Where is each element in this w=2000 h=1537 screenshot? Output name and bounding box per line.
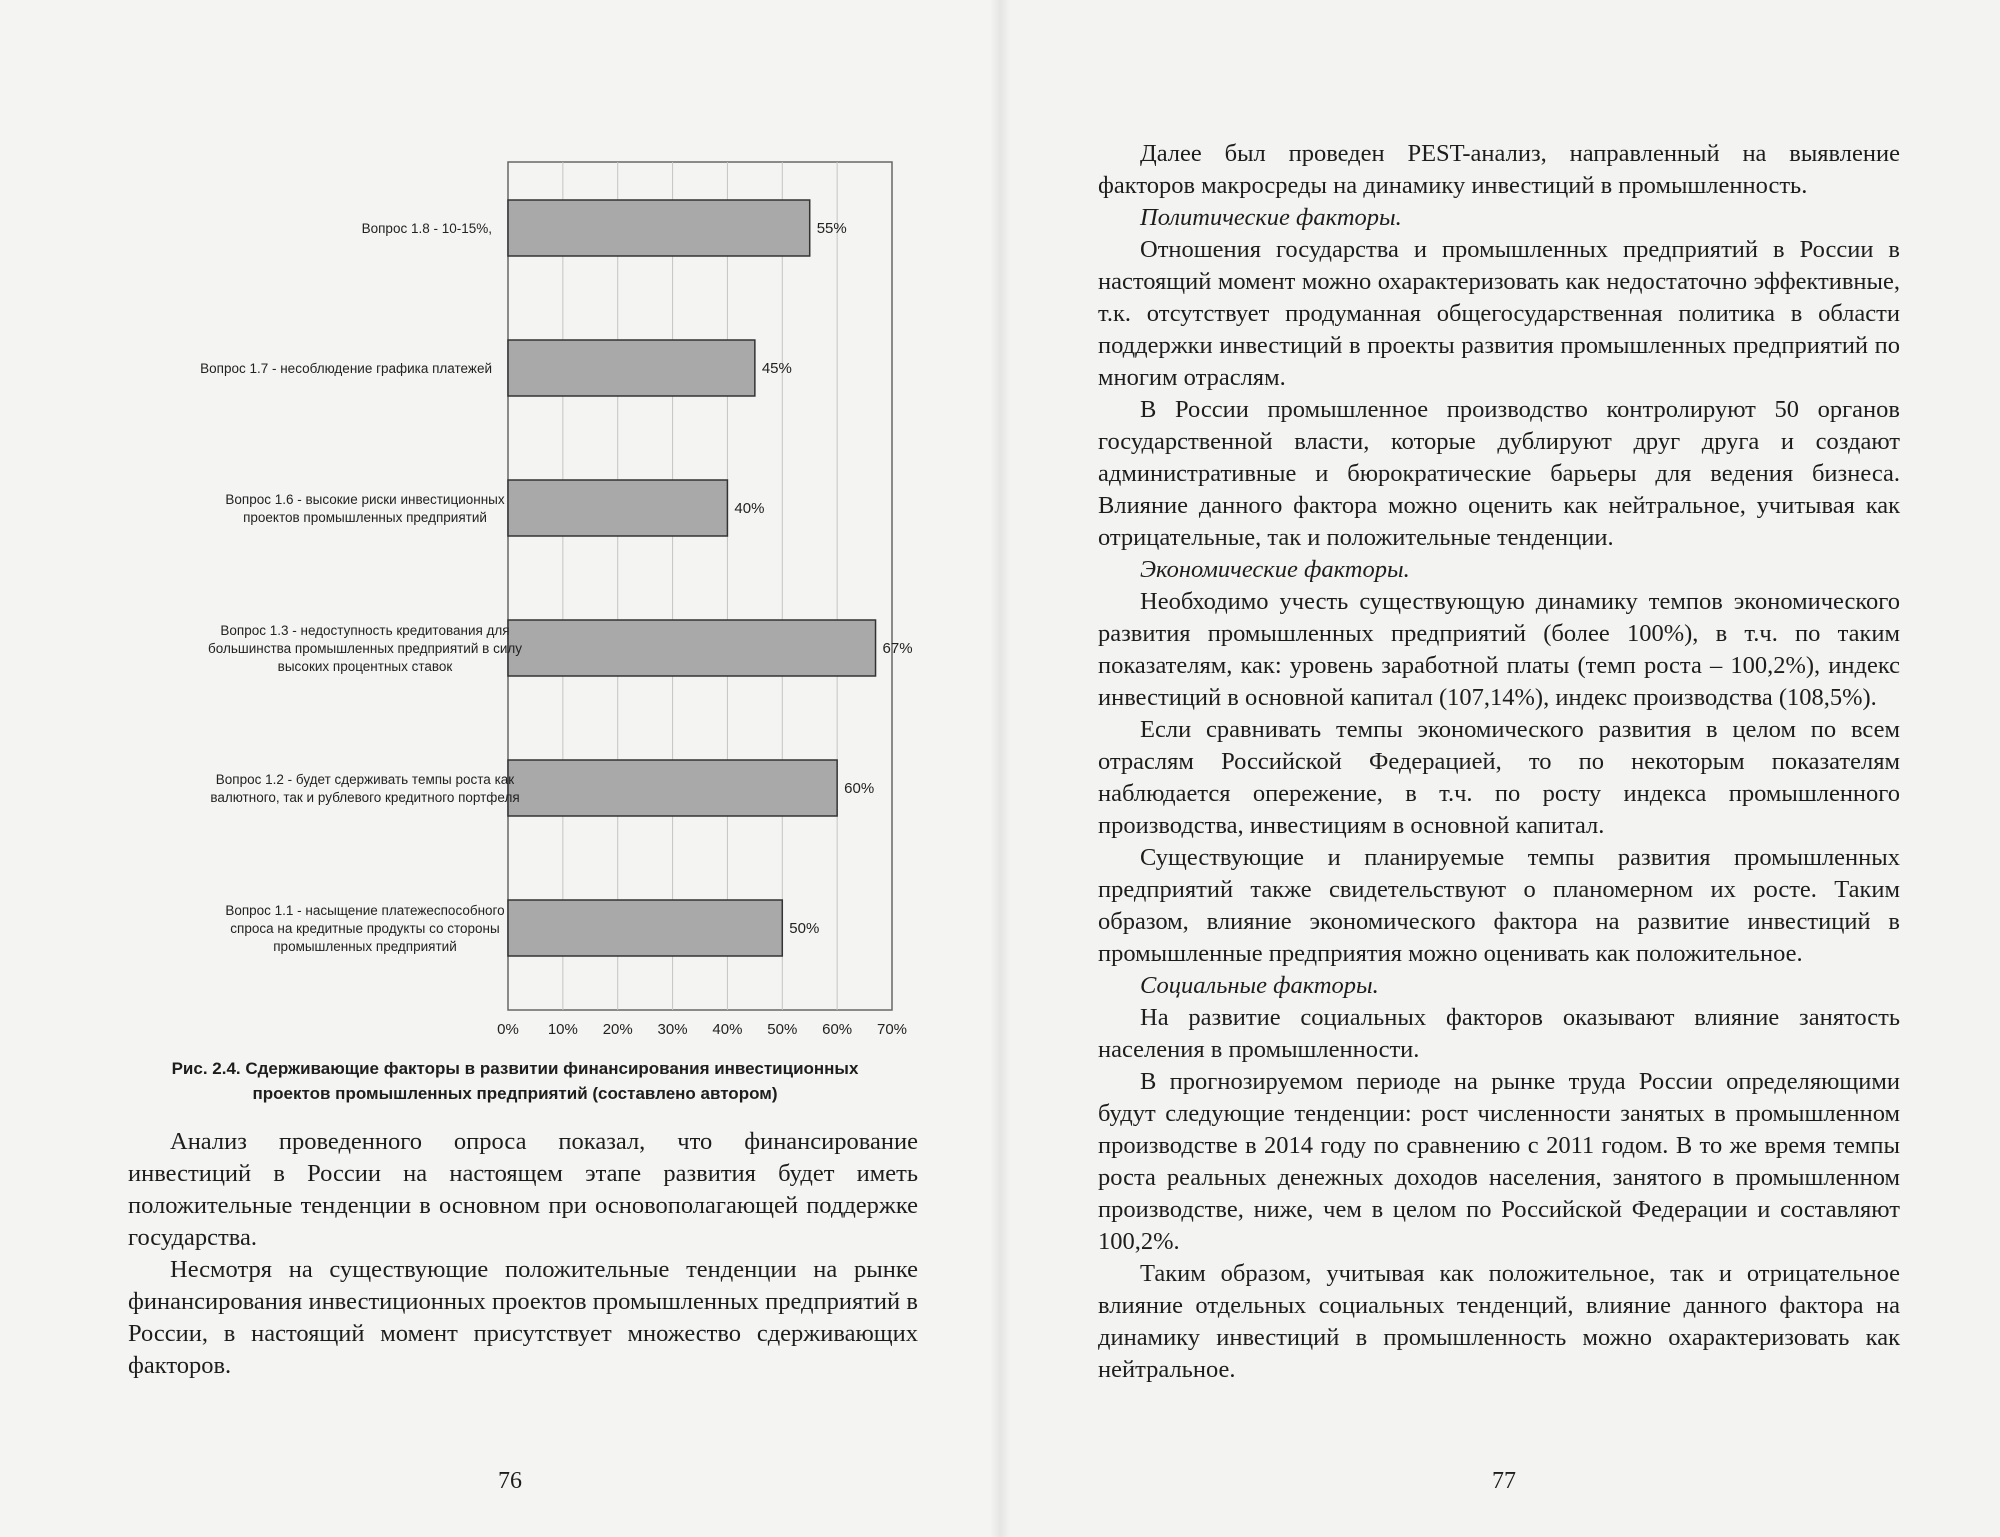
bar [508,900,782,956]
x-tick-label: 0% [497,1021,519,1038]
category-labels [200,221,522,954]
x-tick-label: 10% [547,1021,578,1038]
category-label-line: промышленных предприятий [273,939,457,954]
category-label-line: Вопрос 1.3 - недоступность кредитования для [220,623,510,638]
bar-value-label: 45% [761,360,792,377]
paragraph: Таким образом, учитывая как положительное, так и отрицательное влияние отдельных социальных тенденций, влияние данного фактора на динамику инвестиций в промышленность можно охарактеризовать как нейтральное. [1098,1260,1900,1383]
paragraph: Далее был проведен PEST-анализ, направленный на выявление факторов макросреды на динамику инвестиций в промышленность. [1098,140,1900,199]
paragraph: Необходимо учесть существующую динамику темпов экономического развития промышленных предприятий (более 100%), в т.ч. по таким показателям, как: уровень заработной платы (темп роста – 100,2%), индекс инвестиций в основной капитал (107,14%), индекс производства (108,5%). [1098,588,1900,711]
category-label-line: большинства промышленных предприятий в силу [208,641,522,656]
section-heading-economic: Экономические факторы. [1140,556,1410,583]
category-label-line: Вопрос 1.8 - 10-15%, [361,221,492,236]
bar [508,340,755,396]
bar-chart [0,0,1000,1060]
category-label-line: Вопрос 1.1 - насыщение платежеспособного [225,903,505,918]
bar [508,200,810,256]
figure-caption-line2: проектов промышленных предприятий (составлено автором) [252,1084,778,1103]
bar-value-label: 60% [844,780,875,797]
right-page [1000,0,2000,1537]
category-label-line: спроса на кредитные продукты со стороны [230,921,500,936]
page-number-left: 76 [498,1468,522,1494]
right-body-text [1098,138,1900,1386]
bar [508,760,837,816]
page-number-right: 77 [1492,1468,1516,1494]
bar-value-label: 50% [789,920,820,937]
x-tick-label: 40% [712,1021,743,1038]
category-label-line: высоких процентных ставок [277,659,453,674]
bar-value-label: 67% [882,640,913,657]
value-labels [734,220,912,937]
book-gutter [990,0,1010,1537]
figure-caption-line1: Рис. 2.4. Сдерживающие факторы в развитии финансирования инвестиционных [171,1059,859,1078]
paragraph: Отношения государства и промышленных предприятий в России в настоящий момент можно охарактеризовать как недостаточно эффективные, т.к. отсутствует продуманная общегосударственная политика в области поддержки инвестиций в проекты развития промышленных предприятий по многим отраслям. [1098,236,1900,391]
category-label [210,772,519,805]
x-axis-tick-labels [497,1021,907,1038]
bar-value-label: 55% [816,220,847,237]
paragraph: В России промышленное производство контролируют 50 органов государственной власти, которые дублируют друг друга и создают административные и бюрократические барьеры для ведения бизнеса. Влияние данного фактора можно оценить как нейтральное, учитывая как отрицательные, так и положительные тенденции. [1098,396,1900,551]
gridlines [563,162,837,1010]
section-heading-political: Политические факторы. [1140,204,1402,231]
category-label [200,361,492,376]
category-label-line: проектов промышленных предприятий [243,510,487,525]
x-tick-label: 50% [767,1021,798,1038]
figure-caption [110,1056,920,1106]
paragraph: На развитие социальных факторов оказывают влияние занятость населения в промышленности. [1098,1004,1900,1063]
x-tick-label: 30% [657,1021,688,1038]
bar [508,620,876,676]
section-heading-social: Социальные факторы. [1140,972,1379,999]
paragraph: Если сравнивать темпы экономического развития в целом по всем отраслям Российской Федерацией, то по некоторым показателям наблюдается опережение, в т.ч. по росту индекса промышленного производства, инвестициям в основной капитал. [1098,716,1900,839]
category-label [225,492,504,525]
x-tick-label: 60% [822,1021,853,1038]
plot-area-frame [508,162,892,1010]
paragraph: В прогнозируемом периоде на рынке труда России определяющими будут следующие тенденции: рост численности занятых в промышленном производстве в 2014 году по сравнению с 2011 годом. В то же время темпы роста реальных денежных доходов населения, занятого в промышленном производстве, ниже, чем в целом по Российской Федерации и составляют 100,2%. [1098,1068,1900,1255]
x-tick-label: 70% [876,1021,908,1038]
category-label-line: Вопрос 1.6 - высокие риски инвестиционных [225,492,505,507]
category-label-line: Вопрос 1.2 - будет сдерживать темпы роста как [215,772,515,787]
category-label [225,903,504,954]
bar [508,480,727,536]
category-label-line: Вопрос 1.7 - несоблюдение графика платежей [200,361,492,376]
category-label-line: валютного, так и рублевого кредитного портфеля [210,790,520,805]
x-tick-label: 20% [602,1021,633,1038]
bar-value-label: 40% [734,500,765,517]
paragraph: Существующие и планируемые темпы развития промышленных предприятий также свидетельствуют о планомерном их росте. Таким образом, влияние экономического фактора на развитие инвестиций в промышленные предприятия можно оценивать как положительное. [1098,844,1900,967]
left-body-text [128,1126,918,1382]
category-label [362,221,492,236]
paragraph: Несмотря на существующие положительные тенденции на рынке финансирования инвестиционных проектов промышленных предприятий в России, в настоящий момент присутствует множество сдерживающих факторов. [128,1256,918,1379]
paragraph: Анализ проведенного опроса показал, что финансирование инвестиций в России на настоящем этапе развития будет иметь положительные тенденции в основном при основополагающей поддержке государства. [128,1128,918,1251]
category-label [208,623,522,674]
